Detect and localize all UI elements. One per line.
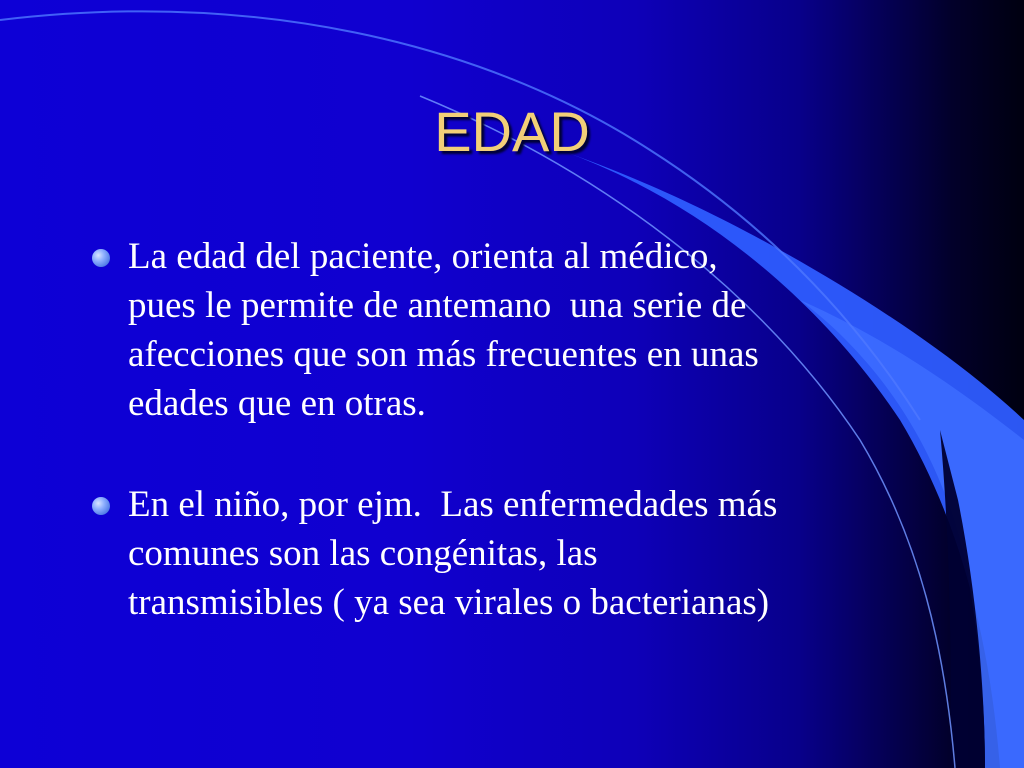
bullet-text-2: En el niño, por ejm. Las enfermedades más comunes son las congénitas, las transmisibles ( ya sea virales o bacterianas): [128, 484, 778, 623]
bullet-item-2: [88, 480, 948, 627]
bullet-dot-icon: [92, 249, 110, 267]
bullet-dot-icon: [92, 497, 110, 515]
bullet-item-1: [88, 232, 948, 428]
bullet-text-1: La edad del paciente, orienta al médico, pues le permite de antemano una serie de afecciones que son más frecuentes en unas edades que en otras.: [128, 236, 759, 424]
bullet-list: [88, 232, 948, 679]
slide-title: EDAD: [434, 100, 590, 163]
